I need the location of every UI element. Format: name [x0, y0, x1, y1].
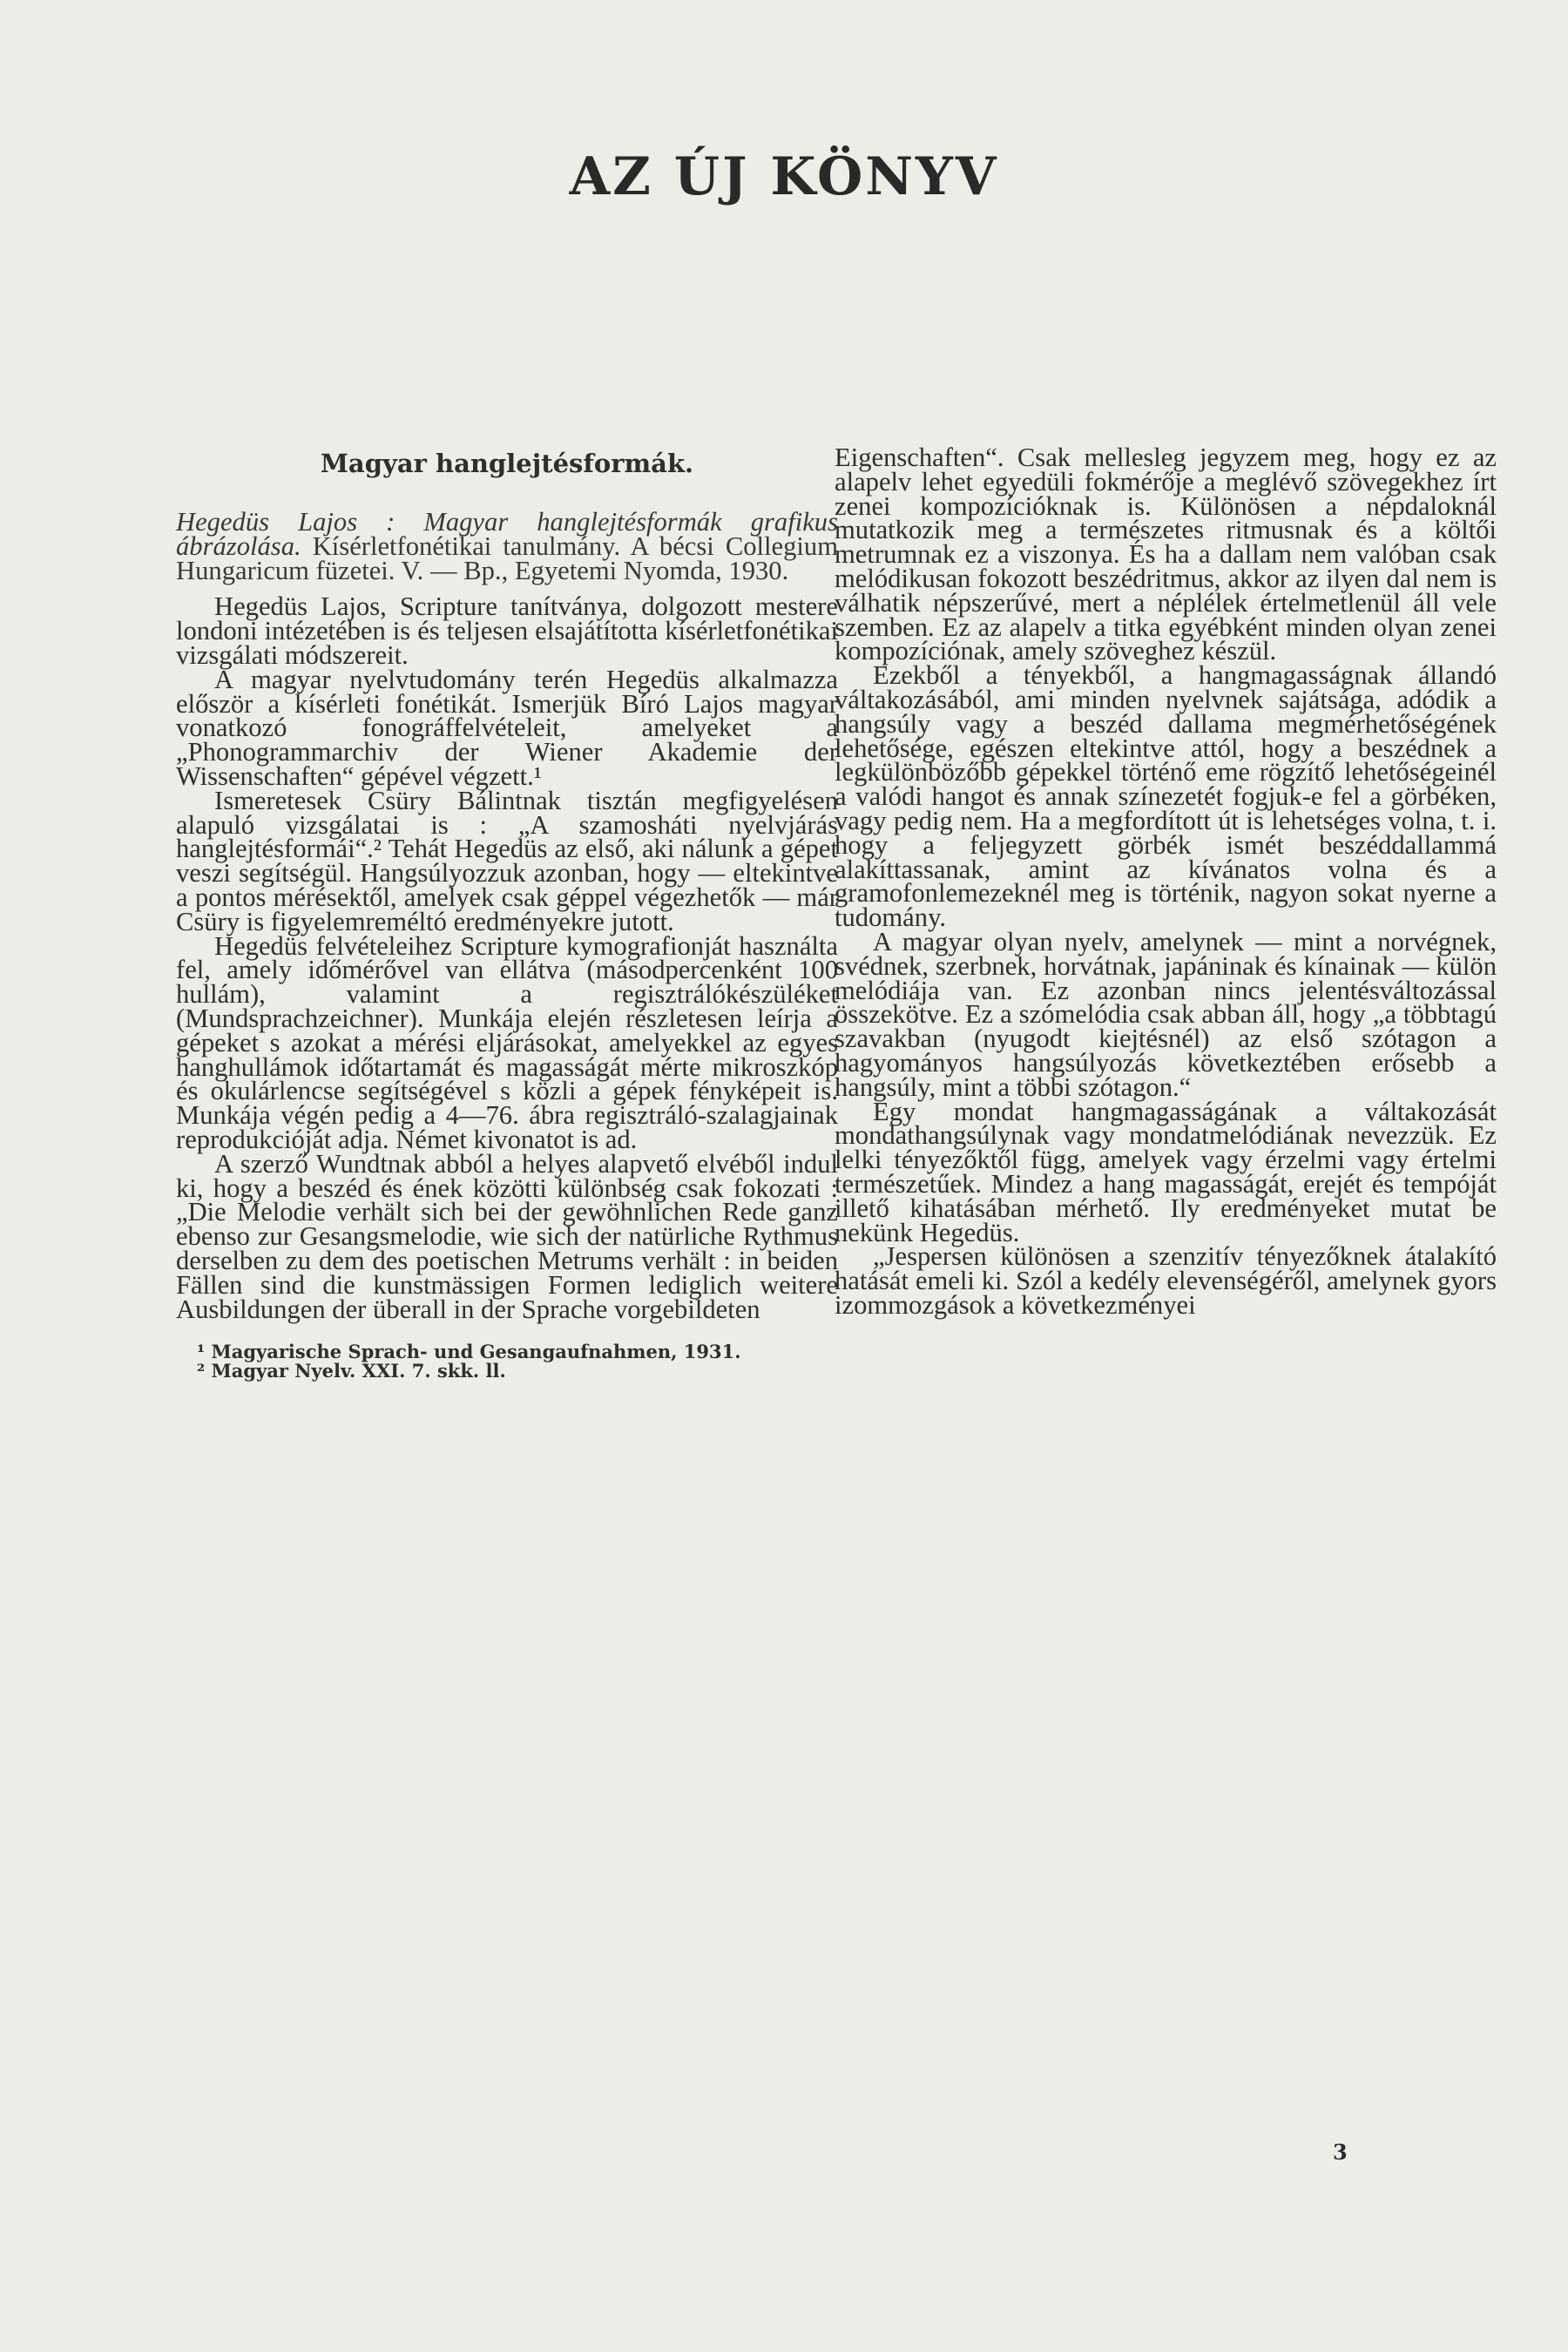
footnote-1: ¹ Magyarische Sprach- und Gesangaufnahmen, 1931. — [197, 1341, 741, 1363]
page-number: 3 — [1333, 2139, 1348, 2165]
left-column — [176, 446, 838, 1381]
paragraph: Egy mondat hangmagasságának a váltakozását mondathangsúlynak vagy mondatmelódiának nevezzük. Ez lelki tényezőktől függ, amelyek vagy érzelmi vagy értelmi természetűek. Mindez a hang magasságát, erejét és tempóját illető kihatásában mérhető. Ily eredményeket mutat be nekünk Hegedüs. — [835, 1096, 1497, 1247]
journal-header: AZ ÚJ KÖNYV — [569, 146, 999, 207]
paragraph: Hegedüs Lajos, Scripture tanítványa, dolgozott mestere londoni intézetében is és teljesen elsajátította kísérletfonétikai vizsgálati módszereit. — [176, 591, 838, 670]
right-column — [835, 443, 1497, 1320]
citation-author-title: Hegedüs Lajos : Magyar hanglejtésformák grafikus ábrázolása. — [176, 507, 838, 561]
citation-details: Kísérletfonétikai tanulmány. A bécsi Collegium Hungaricum füzetei. V. — Bp., Egyetemi Nyomda, 1930. — [176, 531, 838, 585]
paragraph: A szerző Wundtnak abból a helyes alapvető elvéből indul ki, hogy a beszéd és ének közötti különbség csak fokozati : „Die Melodie verhält sich bei der gewöhnlichen Rede ganz ebenso zur Gesangsmelodie, wie sich der natürliche Rythmus derselben zu dem des poetischen Metrums verhält : in beiden Fällen sind die kunstmässigen Formen lediglich weitere Ausbildungen der überall in der Sprache vorgebildeten — [176, 1148, 838, 1324]
paragraph: Hegedüs felvételeihez Scripture kymografionját használta fel, amely időmérővel van ellátva (másodpercenként 100 hullám), valamint a regisztrálókészüléket (Mundsprachzeichner). Munkája elején részletesen leírja a gépeket s azokat a mérési eljárásokat, amelyekkel az egyes hanghullámok időtartamát és magasságát mérte mikroszkóp és okulárlencse segítségével s közli a gépek fényképeit is. Munkája végén pedig a 4—76. ábra regisztráló-szalagjainak reprodukcióját adja. Német kivonatot is ad. — [176, 930, 838, 1154]
footnote-2: ² Magyar Nyelv. XXI. 7. skk. ll. — [197, 1360, 506, 1382]
paragraph: „Jespersen különösen a szenzitív tényezőknek átalakító hatását emeli ki. Szól a kedély elevenségéről, amelynek gyors izommozgások a következményei — [835, 1241, 1497, 1320]
paragraph: Ezekből a tényekből, a hangmagasságnak állandó váltakozásából, ami minden nyelvnek sajátsága, adódik a hangsúly vagy a beszéd dallama megmérhetőségének lehetősége, egészen eltekintve attól, hogy a beszédnek a legkülönbözőbb gépekkel történő eme rögzítő lehetőségeinél a valódi hangot és annak színezetét fogjuk-e fel a görbéken, vagy pedig nem. Ha a megfordított út is lehetséges volna, t. i. hogy a feljegyzett görbék ismét beszéddallammá alakíttassanak, amint az kívánatos volna és a gramofonlemezeknél meg is történik, nagyon sokat nyerne a tudomány. — [835, 660, 1497, 933]
paragraph: Ismeretesek Csüry Bálintnak tisztán megfigyelésen alapuló vizsgálatai is : „A szamosháti nyelvjárás hanglejtésformái“.² Tehát Hegedüs az első, aki nálunk a gépet veszi segítségül. Hangsúlyozzuk azonban, hogy — eltekintve a pontos mérésektől, amelyek csak géppel végezhetők — már Csüry is figyelemreméltó eredményekre jutott. — [176, 785, 838, 936]
footnotes — [176, 1342, 838, 1381]
article-title: Magyar hanglejtésformák. — [320, 449, 694, 478]
paragraph: Eigenschaften“. Csak mellesleg jegyzem meg, hogy ez az alapelv lehet egyedüli fokmérője a meglévő szövegekhez írt zenei kompozícióknak is. Különösen a népdaloknál mutatkozik meg a természetes ritmusnak és a költői metrumnak ez a viszonya. És ha a dallam nem valóban csak melódikusan fokozott beszédritmus, akkor az ilyen dal nem is válhatik népszerűvé, mert a néplélek értelmetlenül áll vele szemben. Ez az alapelv a titka egyébként minden olyan zenei kompozíciónak, amely szöveghez készül. — [835, 443, 1497, 666]
bibliographic-citation — [176, 507, 838, 585]
paragraph: A magyar nyelvtudomány terén Hegedüs alkalmazza először a kísérleti fonétikát. Ismerjük Bíró Lajos magyar vonatkozó fonográffelvételeit, amelyeket a „Phonogrammarchiv der Wiener Akademie der Wissenschaften“ gépével végzett.¹ — [176, 664, 838, 791]
paragraph: A magyar olyan nyelv, amelynek — mint a norvégnek, svédnek, szerbnek, horvátnak, japáninak és kínainak — külön melódiája van. Ez azonban nincs jelentésváltozással összekötve. Ez a szómelódia csak abban áll, hogy „a többtagú szavakban (nyugodt kiejtésnél) az első szótagon a hagyományos hangsúlyozás következtében erősebb a hangsúly, mint a többi szótagon.“ — [835, 926, 1497, 1102]
